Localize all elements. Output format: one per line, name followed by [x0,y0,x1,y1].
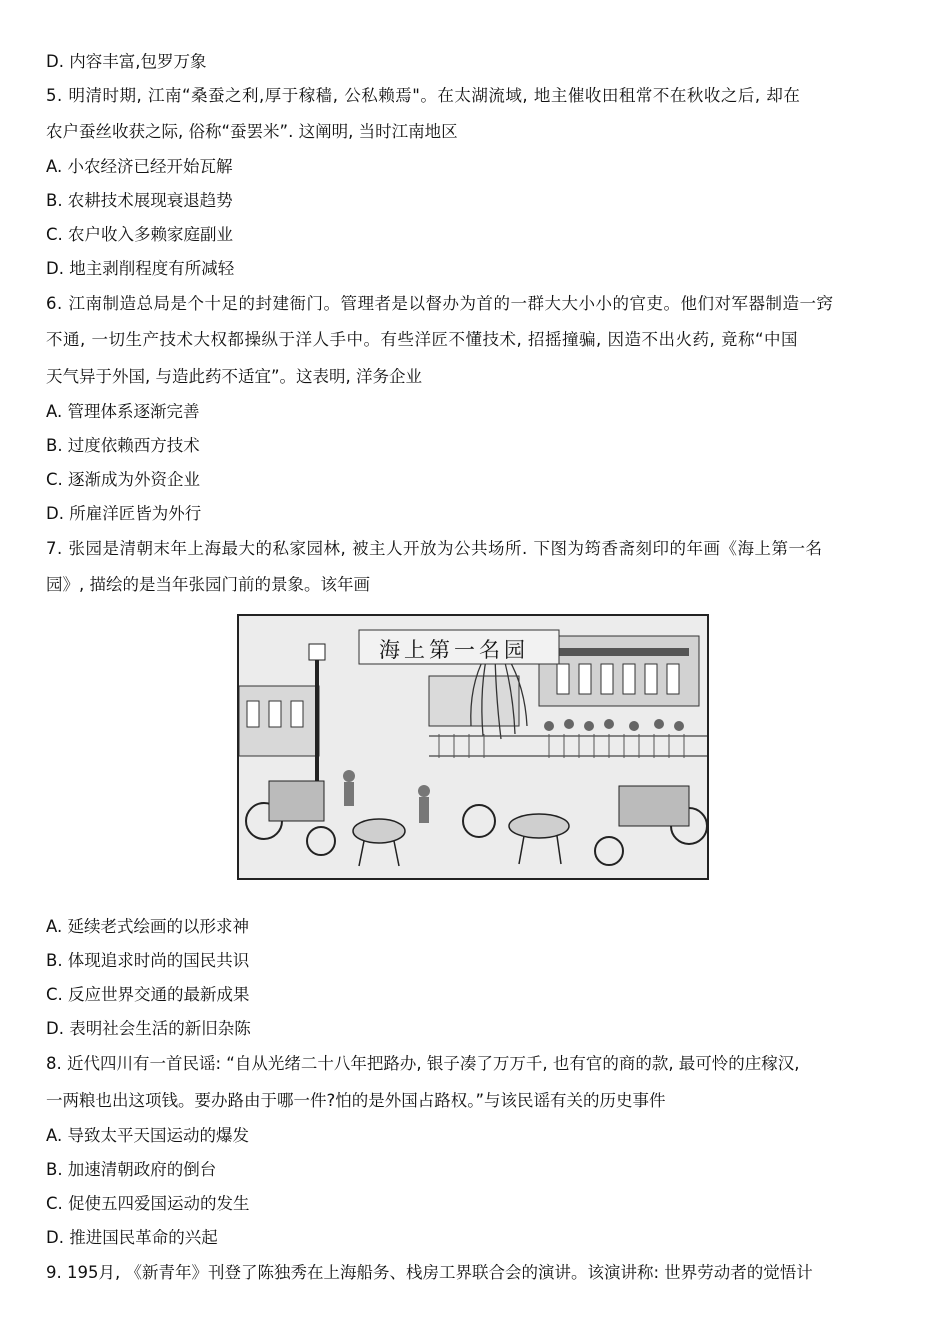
q6-stem-line1: 6. 江南制造总局是个十足的封建衙门。管理者是以督办为首的一群大大小小的官吏。他们对军器制造一窍 [46,294,834,313]
q6-stem-line3: 天气异于外国, 与造此药不适宜”。这表明, 洋务企业 [46,367,423,386]
q5-option-b: B. 农耕技术展现衰退趋势 [46,191,233,210]
q7-stem-line2: 园》, 描绘的是当年张园门前的景象。该年画 [46,575,370,594]
painting-title: 海上第一名园 [379,638,529,662]
q6-option-d: D. 所雇洋匠皆为外行 [46,504,202,523]
q4-option-d: D. 内容丰富,包罗万象 [46,52,207,71]
q6-stem-line2: 不通, 一切生产技术大权都操纵于洋人手中。有些洋匠不懂技术, 招摇撞骗, 因造不出火药, 竟称“中国 [46,330,799,349]
q7-option-d: D. 表明社会生活的新旧杂陈 [46,1019,251,1038]
q9-stem-line1: 9. 195月, 《新青年》刊登了陈独秀在上海船务、栈房工界联合会的演讲。该演讲称: 世界劳动者的觉悟计 [46,1263,813,1282]
q8-option-d: D. 推进国民革命的兴起 [46,1228,218,1247]
q8-stem-line2: 一两粮也出这项钱。要办路由于哪一件?怕的是外国占路权。”与该民谣有关的历史事件 [46,1091,666,1110]
q8-stem-line1: 8. 近代四川有一首民谣: “自从光绪二十八年把路办, 银子凑了万万千, 也有官的商的款, 最可怜的庄稼汉, [46,1054,800,1073]
q5-stem-line2: 农户蚕丝收获之际, 俗称“蚕罢米”. 这阐明, 当时江南地区 [46,122,458,141]
q8-option-b: B. 加速清朝政府的倒台 [46,1160,217,1179]
q7-option-a: A. 延续老式绘画的以形求神 [46,917,249,936]
q7-option-b: B. 体现追求时尚的国民共识 [46,951,250,970]
q5-stem-line1: 5. 明清时期, 江南“桑蚕之利,厚于稼穑, 公私赖焉"。在太湖流域, 地主催收田租常不在秋收之后, 却在 [46,86,801,105]
q6-option-b: B. 过度依赖西方技术 [46,436,200,455]
q6-option-a: A. 管理体系逐渐完善 [46,402,200,421]
q5-option-c: C. 农户收入多赖家庭副业 [46,225,234,244]
q5-option-d: D. 地主剥削程度有所减轻 [46,259,235,278]
q8-option-a: A. 导致太平天国运动的爆发 [46,1126,249,1145]
q7-option-c: C. 反应世界交通的最新成果 [46,985,250,1004]
q6-option-c: C. 逐渐成为外资企业 [46,470,201,489]
q5-option-a: A. 小农经济已经开始瓦解 [46,157,233,176]
q7-stem-line1: 7. 张园是清朝末年上海最大的私家园林, 被主人开放为公共场所. 下图为筠香斋刻印的年画《海上第一名 [46,539,823,558]
q8-option-c: C. 促使五四爱国运动的发生 [46,1194,250,1213]
new-year-painting-image [237,614,709,880]
